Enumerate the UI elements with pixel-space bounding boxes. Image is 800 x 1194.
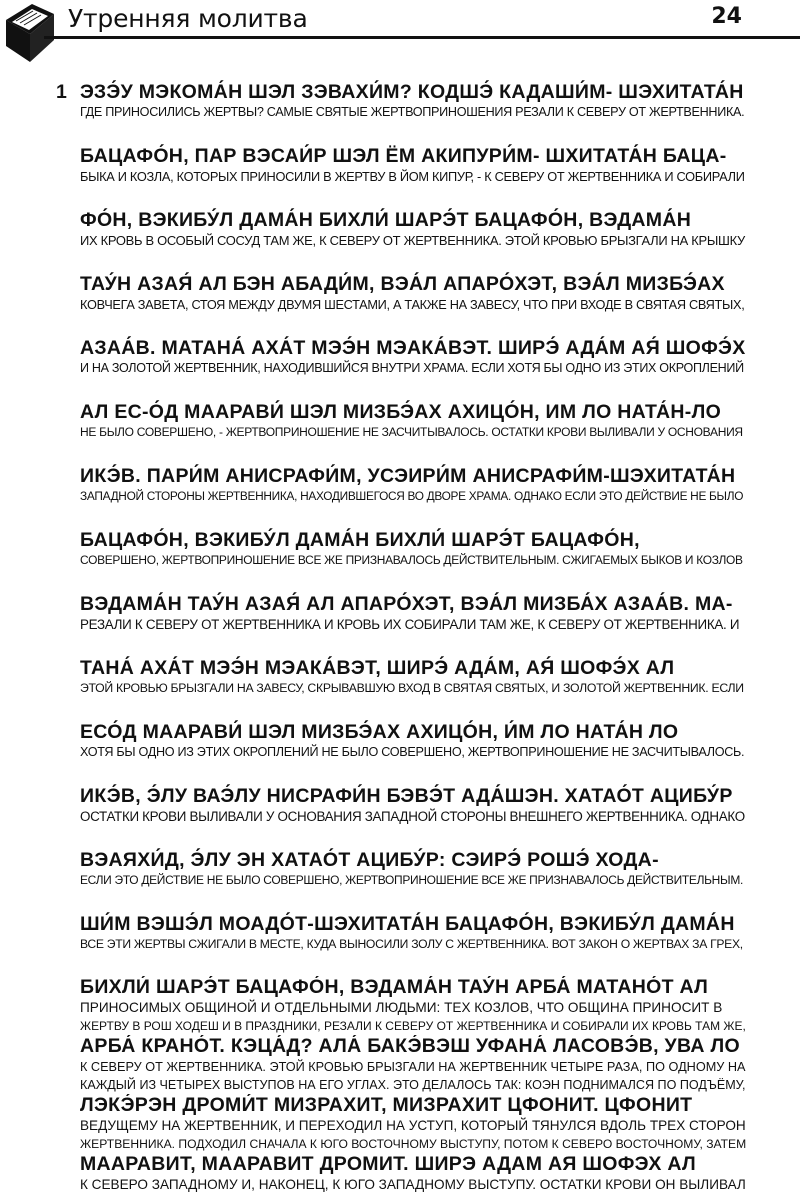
verse-block [56, 656, 746, 697]
verse-block [56, 912, 746, 953]
verse-block [56, 528, 746, 569]
translation-line: ЭТОЙ КРОВЬЮ БРЫЗГАЛИ НА ЗАВЕСУ, СКРЫВАВШУЮ ВХОД В СВЯТАЯ СВЯТЫХ, И ЗОЛОТОЙ ЖЕРТВЕННИК. ЕСЛИ [80, 681, 744, 695]
verse-block [56, 784, 746, 825]
book-icon [2, 0, 60, 64]
prayer-text [56, 80, 746, 1194]
transliteration-line: ТАНА́ АХА́Т МЭЭ́Н МЭАКА́ВЭТ, ШИРЭ́ АДА́М, АЯ́ ШОФЭ́Х АЛ [80, 657, 675, 679]
page-header [0, 0, 800, 48]
verse-block [56, 1035, 746, 1094]
transliteration-line: ШИ́М ВЭШЭ́Л МОАДО́Т-ШЭХИТАТА́Н БАЦАФО́Н, ВЭКИБУ́Л ДАМА́Н [80, 913, 735, 935]
translation-line: СОВЕРШЕНО, ЖЕРТВОПРИНОШЕНИЕ ВСЕ ЖЕ ПРИЗНАВАЛОСЬ ДЕЙСТВИТЕЛЬНЫМ. СЖИГАЕМЫХ БЫКОВ И КОЗЛОВ [80, 553, 743, 567]
transliteration-line: БАЦАФО́Н, ВЭКИБУ́Л ДАМА́Н БИХЛИ́ ШАРЭ́Т БАЦАФО́Н, [80, 529, 640, 551]
translation-line: К СЕВЕРО ЗАПАДНОМУ И, НАКОНЕЦ, К ЮГО ЗАПАДНОМУ ВЫСТУПУ. ОСТАТКИ КРОВИ ОН ВЫЛИВАЛ [80, 1177, 746, 1192]
transliteration-line: АЗАА́В. МАТАНА́ АХА́Т МЭЭ́Н МЭАКА́ВЭТ. ШИРЭ́ АДА́М АЯ́ ШОФЭ́Х [80, 337, 746, 359]
verse-block [56, 208, 746, 249]
translation-line: ЗАПАДНОЙ СТОРОНЫ ЖЕРТВЕННИКА, НАХОДИВШЕГОСЯ ВО ДВОРЕ ХРАМА. ОДНАКО ЕСЛИ ЭТО ДЕЙСТВИЕ НЕ БЫЛО [80, 489, 744, 503]
translation-line: ЕСЛИ ЭТО ДЕЙСТВИЕ НЕ БЫЛО СОВЕРШЕНО, ЖЕРТВОПРИНОШЕНИЕ ВСЕ ЖЕ ПРИЗНАВАЛОСЬ ДЕЙСТВИТЕЛЬНЫМ. [80, 873, 744, 887]
transliteration-line: БАЦАФО́Н, ПАР ВЭСАИ́Р ШЭЛ ЁМ АКИПУРИ́М- ШХИТАТА́Н БАЦА- [80, 145, 727, 167]
translation-line: ОСТАТКИ КРОВИ ВЫЛИВАЛИ У ОСНОВАНИЯ ЗАПАДНОЙ СТОРОНЫ ВНЕШНЕГО ЖЕРТВЕННИКА. ОДНАКО [80, 809, 745, 824]
transliteration-line: ВЭАЯХИ́Д, Э́ЛУ ЭН ХАТАО́Т АЦИБУ́Р: СЭИРЭ́ РОШЭ́ ХОДА- [80, 849, 659, 871]
verse-block [56, 1094, 746, 1153]
transliteration-line: АЛ ЕС-О́Д МААРАВИ́ ШЭЛ МИЗБЭ́АХ АХИЦО́Н, ИМ ЛО НАТА́Н-ЛО [80, 401, 722, 423]
transliteration-line: АРБА́ КРАНО́Т. КЭЦА́Д? АЛА́ БАКЭ́ВЭШ УФАНА́ ЛАСОВЭ́В, УВА ЛО [80, 1035, 740, 1057]
translation-line: ВЕДУЩЕМУ НА ЖЕРТВЕННИК, И ПЕРЕХОДИЛ НА УСТУП, КОТОРЫЙ ТЯНУЛСЯ ВДОЛЬ ТРЕХ СТОРОН [80, 1118, 746, 1133]
transliteration-line: ЕСО́Д МААРАВИ́ ШЭЛ МИЗБЭ́АХ АХИЦО́Н, И́М ЛО НАТА́Н ЛО [80, 721, 679, 743]
translation-line: РЕЗАЛИ К СЕВЕРУ ОТ ЖЕРТВЕННИКА И КРОВЬ ИХ СОБИРАЛИ ТАМ ЖЕ, К СЕВЕРУ ОТ ЖЕРТВЕННИКА. И [80, 617, 740, 632]
verse-block [56, 720, 746, 761]
transliteration-line: МААРАВИТ, МААРАВИТ ДРОМИТ. ШИРЭ АДАМ АЯ ШОФЭХ АЛ [80, 1153, 696, 1175]
translation-line: ЖЕРТВУ В РОШ ХОДЕШ И В ПРАЗДНИКИ, РЕЗАЛИ К СЕВЕРУ ОТ ЖЕРТВЕННИКА И СОБИРАЛИ ИХ КРОВЬ ТАМ ЖЕ, [80, 1019, 746, 1033]
transliteration-line: ИКЭ́В, Э́ЛУ ВАЭ́ЛУ НИСРАФИ́Н БЭВЭ́Т АДА́ШЭН. ХАТАО́Т АЦИБУ́Р [80, 785, 733, 807]
verse-block [56, 592, 746, 633]
translation-line: БЫКА И КОЗЛА, КОТОРЫХ ПРИНОСИЛИ В ЖЕРТВУ В ЙОМ КИПУР, - К СЕВЕРУ ОТ ЖЕРТВЕННИКА И СОБИРАЛИ [80, 169, 745, 184]
translation-line: ЖЕРТВЕННИКА. ПОДХОДИЛ СНАЧАЛА К ЮГО ВОСТОЧНОМУ ВЫСТУПУ, ПОТОМ К СЕВЕРО ВОСТОЧНОМУ, ЗАТЕМ [80, 1137, 746, 1151]
verse-block [56, 400, 746, 441]
translation-line: ПРИНОСИМЫХ ОБЩИНОЙ И ОТДЕЛЬНЫМИ ЛЮДЬМИ: ТЕХ КОЗЛОВ, ЧТО ОБЩИНА ПРИНОСИТ В [80, 1000, 723, 1015]
translation-line: ВСЕ ЭТИ ЖЕРТВЫ СЖИГАЛИ В МЕСТЕ, КУДА ВЫНОСИЛИ ЗОЛУ С ЖЕРТВЕННИКА. ВОТ ЗАКОН О ЖЕРТВАХ ЗА ГРЕХ, [80, 937, 743, 951]
transliteration-line: БИХЛИ́ ШАРЭ́Т БАЦАФО́Н, ВЭДАМА́Н ТАУ́Н АРБА́ МАТАНО́Т АЛ [80, 976, 709, 998]
translation-line: К СЕВЕРУ ОТ ЖЕРТВЕННИКА. ЭТОЙ КРОВЬЮ БРЫЗГАЛИ НА ЖЕРТВЕННИК ЧЕТЫРЕ РАЗА, ПО ОДНОМУ НА [80, 1060, 746, 1074]
translation-line: ИХ КРОВЬ В ОСОБЫЙ СОСУД ТАМ ЖЕ, К СЕВЕРУ ОТ ЖЕРТВЕННИКА. ЭТОЙ КРОВЬЮ БРЫЗГАЛИ НА КРЫШКУ [80, 233, 745, 248]
verse-block [56, 336, 746, 377]
header-rule [44, 36, 800, 39]
translation-line: И НА ЗОЛОТОЙ ЖЕРТВЕННИК, НАХОДИВШИЙСЯ ВНУТРИ ХРАМА. ЕСЛИ ХОТЯ БЫ ОДНО ИЗ ЭТИХ ОКРОПЛЕНИЙ [80, 361, 744, 375]
verse-block [56, 464, 746, 505]
page-title: Утренняя молитва [68, 4, 308, 33]
transliteration-line: ИКЭ́В. ПАРИ́М АНИСРАФИ́М, УСЭИРИ́М АНИСРАФИ́М-ШЭХИТАТА́Н [80, 465, 736, 487]
translation-line: НЕ БЫЛО СОВЕРШЕНО, - ЖЕРТВОПРИНОШЕНИЕ НЕ ЗАСЧИТЫВАЛОСЬ. ОСТАТКИ КРОВИ ВЫЛИВАЛИ У ОСНОВАНИЯ [80, 425, 743, 439]
translation-line: ГДЕ ПРИНОСИЛИСЬ ЖЕРТВЫ? САМЫЕ СВЯТЫЕ ЖЕРТВОПРИНОШЕНИЯ РЕЗАЛИ К СЕВЕРУ ОТ ЖЕРТВЕННИКА. [80, 105, 745, 119]
verse-block [56, 80, 746, 121]
translation-line: ХОТЯ БЫ ОДНО ИЗ ЭТИХ ОКРОПЛЕНИЙ НЕ БЫЛО СОВЕРШЕНО, ЖЕРТВОПРИНОШЕНИЕ НЕ ЗАСЧИТЫВАЛОСЬ. [80, 745, 745, 759]
transliteration-line: ВЭДАМА́Н ТАУ́Н АЗАЯ́ АЛ АПАРО́ХЭТ, ВЭА́Л МИЗБА́Х АЗАА́В. МА- [80, 593, 733, 615]
translation-line: КАЖДЫЙ ИЗ ЧЕТЫРЕХ ВЫСТУПОВ НА ЕГО УГЛАХ. ЭТО ДЕЛАЛОСЬ ТАК: КОЭН ПОДНИМАЛСЯ ПО ПОДЪЁМУ, [80, 1078, 746, 1092]
verse-block [56, 1153, 746, 1194]
verse-block [56, 144, 746, 185]
verse-block [56, 848, 746, 889]
translation-line: КОВЧЕГА ЗАВЕТА, СТОЯ МЕЖДУ ДВУМЯ ШЕСТАМИ, А ТАКЖЕ НА ЗАВЕСУ, ЧТО ПРИ ВХОДЕ В СВЯТАЯ СВЯТЫХ, [80, 297, 745, 312]
verse-block [56, 976, 746, 1035]
page-number: 24 [711, 4, 742, 29]
verse-number: 1 [56, 81, 68, 103]
transliteration-line: 1 ЭЗЭ́У МЭКОМА́Н ШЭЛ ЗЭВАХИ́М? КОДШЭ́ КАДАШИ́М- ШЭХИТАТА́Н [56, 81, 744, 103]
transliteration-line: ЛЭКЭ́РЭН ДРОМИ́Т МИЗРАХИТ, МИЗРАХИТ ЦФОНИТ. ЦФОНИТ [80, 1094, 693, 1116]
verse-block [56, 272, 746, 313]
transliteration-line: ФО́Н, ВЭКИБУ́Л ДАМА́Н БИХЛИ́ ШАРЭ́Т БАЦАФО́Н, ВЭДАМА́Н [80, 209, 692, 231]
transliteration-line: ТАУ́Н АЗАЯ́ АЛ БЭН АБАДИ́М, ВЭА́Л АПАРО́ХЭТ, ВЭА́Л МИЗБЭ́АХ [80, 273, 725, 295]
